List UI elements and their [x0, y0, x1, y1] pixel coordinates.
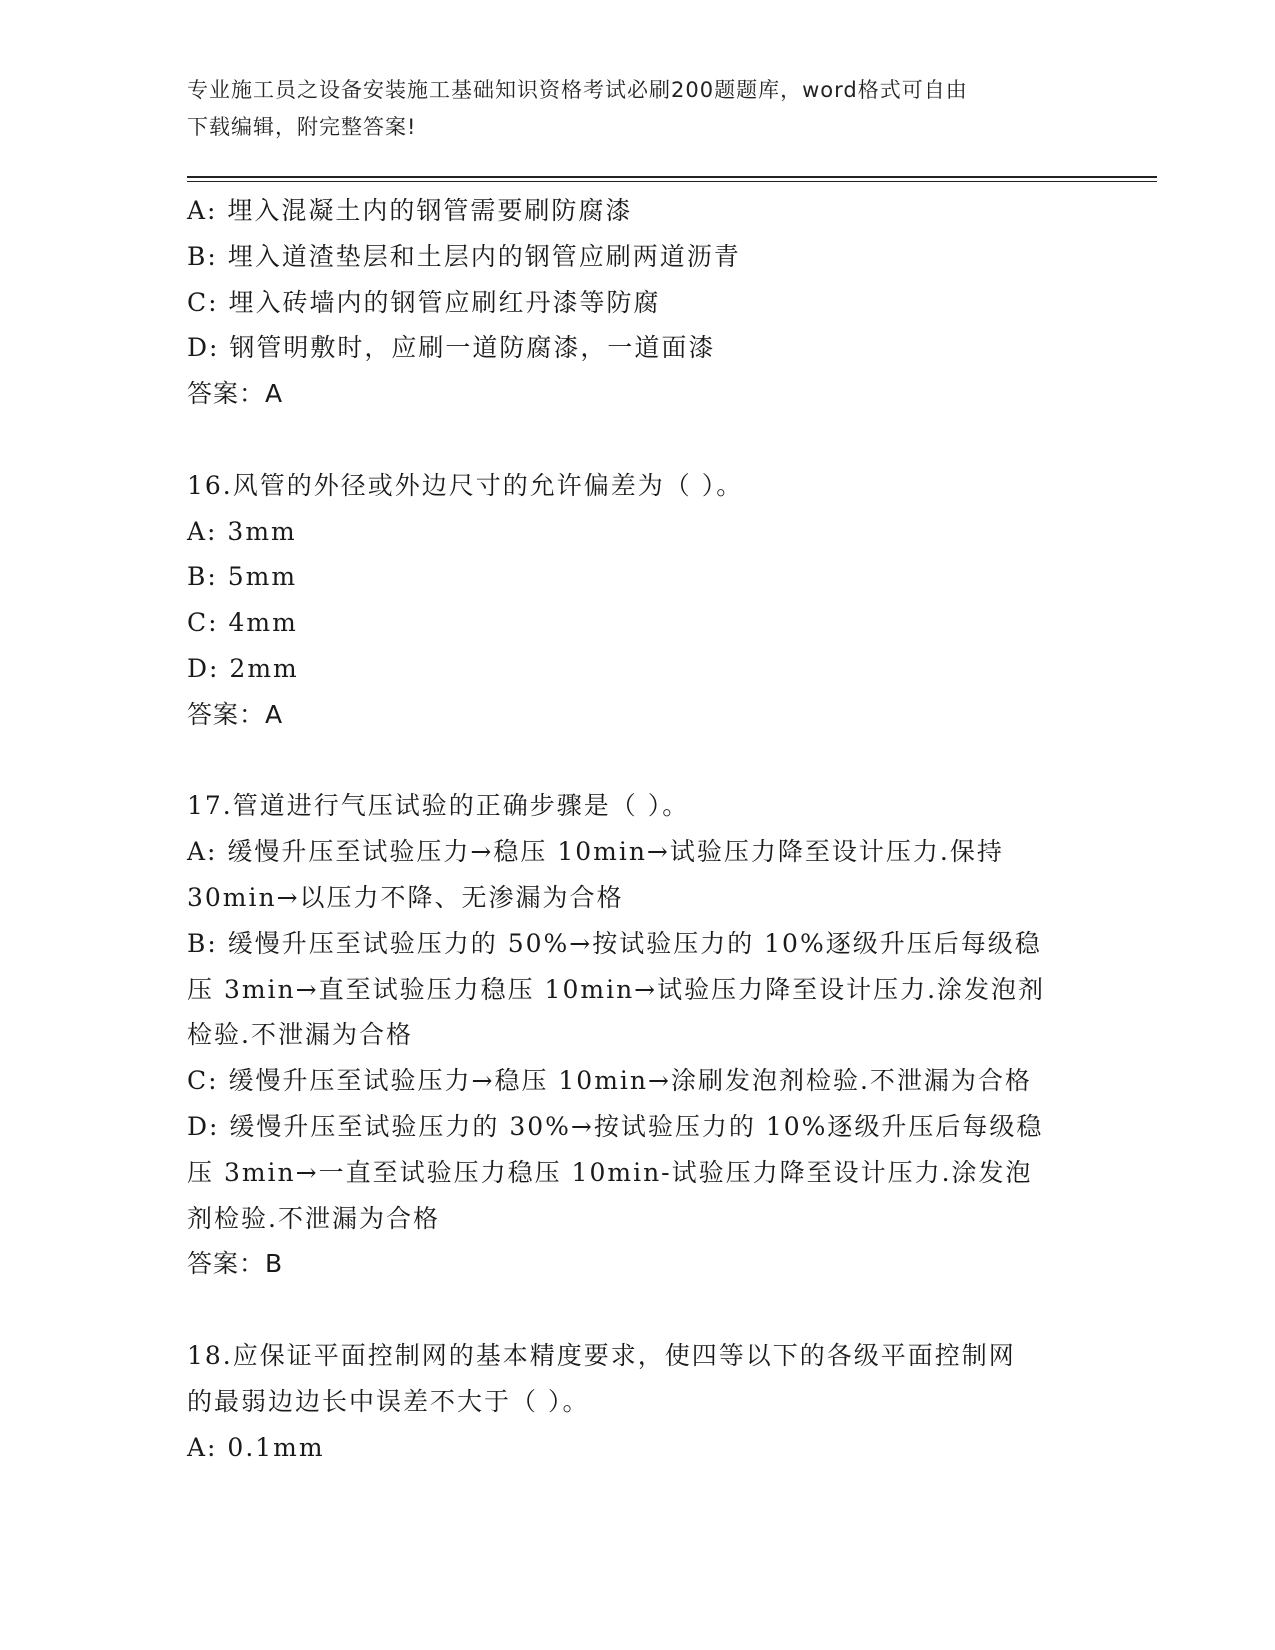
option-a-line-2: 30min→以压力不降、无渗漏为合格 — [187, 882, 624, 912]
question-15-block — [187, 188, 1107, 417]
option-b-line-1: B: 缓慢升压至试验压力的 50%→按试验压力的 10%逐级升压后每级稳 — [187, 928, 1042, 958]
answer-line: 答案：B — [187, 1249, 284, 1279]
option-b: B: 5mm — [187, 562, 298, 592]
option-c: C: 埋入砖墙内的钢管应刷红丹漆等防腐 — [187, 287, 661, 317]
question-text-line-1: 18.应保证平面控制网的基本精度要求，使四等以下的各级平面控制网 — [187, 1340, 1016, 1370]
option-d: D: 2mm — [187, 653, 299, 683]
option-c: C: 缓慢升压至试验压力→稳压 10min→涂刷发泡剂检验.不泄漏为合格 — [187, 1066, 1032, 1096]
header-line-2: 下载编辑，附完整答案! — [187, 115, 417, 139]
option-d: D: 钢管明敷时，应刷一道防腐漆，一道面漆 — [187, 333, 716, 363]
option-c: C: 4mm — [187, 608, 298, 638]
question-17-block — [187, 783, 1107, 1287]
option-b-line-2: 压 3min→直至试验压力稳压 10min→试验压力降至设计压力.涂发泡剂 — [187, 974, 1046, 1004]
header-line-1: 专业施工员之设备安装施工基础知识资格考试必刷200题题库，word格式可自由 — [187, 78, 968, 102]
question-text: 17.管道进行气压试验的正确步骤是（ ）。 — [187, 791, 690, 821]
option-a: A: 3mm — [187, 516, 297, 546]
option-b: B: 埋入道渣垫层和土层内的钢管应刷两道沥青 — [187, 241, 741, 271]
question-18-block — [187, 1333, 1107, 1470]
spacer — [187, 417, 1107, 463]
option-b-line-3: 检验.不泄漏为合格 — [187, 1020, 413, 1050]
question-16-block — [187, 463, 1107, 738]
question-text: 16.风管的外径或外边尺寸的允许偏差为（ ）。 — [187, 470, 744, 500]
spacer — [187, 738, 1107, 784]
answer-line: 答案：A — [187, 379, 284, 409]
answer-line: 答案：A — [187, 699, 284, 729]
question-text-line-2: 的最弱边边长中误差不大于（ ）。 — [187, 1386, 590, 1416]
option-a: A: 0.1mm — [187, 1432, 325, 1462]
option-d-line-3: 剂检验.不泄漏为合格 — [187, 1203, 440, 1233]
option-d-line-1: D: 缓慢升压至试验压力的 30%→按试验压力的 10%逐级升压后每级稳 — [187, 1111, 1044, 1141]
header-divider-thick — [187, 176, 1157, 178]
spacer — [187, 1287, 1107, 1333]
header-divider-thin — [187, 181, 1157, 182]
document-header — [187, 72, 1067, 146]
option-a-line-1: A: 缓慢升压至试验压力→稳压 10min→试验压力降至设计压力.保持 — [187, 837, 1004, 867]
option-a: A: 埋入混凝土内的钢管需要刷防腐漆 — [187, 196, 633, 225]
option-d-line-2: 压 3min→一直至试验压力稳压 10min-试验压力降至设计压力.涂发泡 — [187, 1157, 1033, 1187]
question-list — [187, 188, 1107, 1470]
